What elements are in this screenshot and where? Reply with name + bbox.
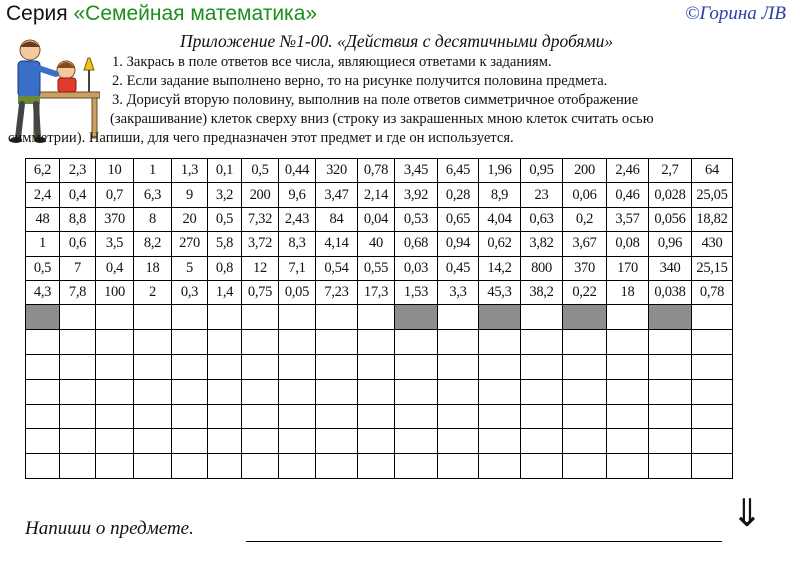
answer-cell[interactable]: 14,2 (479, 256, 521, 280)
empty-cell[interactable] (479, 379, 521, 404)
answer-cell[interactable]: 2,7 (649, 159, 692, 183)
answer-cell[interactable]: 9 (172, 183, 208, 207)
answer-cell[interactable]: 0,03 (395, 256, 438, 280)
empty-cell[interactable] (96, 330, 134, 355)
answer-cell[interactable]: 7,8 (60, 280, 96, 304)
double-down-arrow-icon: ⇓ (731, 491, 763, 535)
empty-cell[interactable] (316, 429, 358, 454)
empty-cell[interactable] (26, 379, 60, 404)
empty-cell[interactable] (563, 454, 607, 479)
empty-cell[interactable] (607, 429, 649, 454)
empty-cell[interactable] (26, 330, 60, 355)
empty-cell[interactable] (96, 379, 134, 404)
answer-cell[interactable]: 1,4 (208, 280, 242, 304)
empty-cell[interactable] (479, 404, 521, 429)
empty-cell[interactable] (172, 454, 208, 479)
empty-cell[interactable] (134, 404, 172, 429)
answer-cell[interactable]: 430 (692, 232, 733, 256)
empty-cell[interactable] (316, 454, 358, 479)
empty-cell[interactable] (134, 330, 172, 355)
answer-cell[interactable]: 370 (563, 256, 607, 280)
empty-cell[interactable] (279, 454, 316, 479)
empty-cell[interactable] (395, 404, 438, 429)
empty-cell[interactable] (521, 354, 563, 379)
empty-cell[interactable] (563, 404, 607, 429)
empty-cell[interactable] (692, 454, 733, 479)
empty-cell[interactable] (479, 354, 521, 379)
empty-cell[interactable] (134, 305, 172, 330)
empty-cell[interactable] (279, 379, 316, 404)
answer-cell[interactable]: 2,46 (607, 159, 649, 183)
answer-cell[interactable]: 4,14 (316, 232, 358, 256)
answer-cell[interactable]: 7 (60, 256, 96, 280)
empty-cell[interactable] (358, 354, 395, 379)
empty-cell[interactable] (60, 429, 96, 454)
answer-cell[interactable]: 0,08 (607, 232, 649, 256)
empty-cell[interactable] (96, 404, 134, 429)
empty-cell[interactable] (242, 354, 279, 379)
empty-cell[interactable] (438, 379, 479, 404)
answer-cell[interactable]: 7,32 (242, 207, 279, 231)
answer-cell[interactable]: 2,3 (60, 159, 96, 183)
empty-cell[interactable] (242, 404, 279, 429)
answer-cell[interactable]: 4,3 (26, 280, 60, 304)
empty-cell[interactable] (395, 330, 438, 355)
answer-cell[interactable]: 0,04 (358, 207, 395, 231)
empty-cell[interactable] (692, 330, 733, 355)
empty-grid-row (26, 429, 733, 454)
empty-cell[interactable] (172, 354, 208, 379)
empty-cell[interactable] (479, 429, 521, 454)
empty-cell[interactable] (172, 379, 208, 404)
empty-cell[interactable] (563, 330, 607, 355)
answer-cell[interactable]: 2,43 (279, 207, 316, 231)
empty-cell[interactable] (242, 454, 279, 479)
write-about-item-prompt: Напиши о предмете. (25, 518, 194, 539)
answer-cell[interactable]: 0,95 (521, 159, 563, 183)
empty-cell[interactable] (26, 429, 60, 454)
grid-row (26, 232, 733, 256)
empty-cell[interactable] (279, 404, 316, 429)
empty-cell[interactable] (208, 379, 242, 404)
instruction-3-cont-2: симметрии). Напиши, для чего предназначен этот предмет и где он используется. (8, 130, 514, 146)
empty-cell[interactable] (438, 404, 479, 429)
empty-cell[interactable] (521, 404, 563, 429)
empty-cell[interactable] (26, 354, 60, 379)
empty-cell[interactable] (692, 354, 733, 379)
answer-cell[interactable]: 0,44 (279, 159, 316, 183)
answer-cell[interactable]: 8 (134, 207, 172, 231)
empty-cell[interactable] (279, 305, 316, 330)
answer-cell[interactable]: 0,7 (96, 183, 134, 207)
empty-cell[interactable] (563, 429, 607, 454)
empty-cell[interactable] (134, 454, 172, 479)
answer-cell[interactable]: 0,54 (316, 256, 358, 280)
empty-cell[interactable] (395, 354, 438, 379)
empty-cell[interactable] (521, 454, 563, 479)
grid-row (26, 207, 733, 231)
empty-cell[interactable] (358, 454, 395, 479)
author: ©Горина ЛВ (685, 3, 786, 24)
answer-cell[interactable]: 320 (316, 159, 358, 183)
empty-cell[interactable] (208, 454, 242, 479)
empty-cell[interactable] (521, 330, 563, 355)
symmetry-axis-row (26, 305, 733, 330)
empty-cell[interactable] (60, 354, 96, 379)
empty-cell[interactable] (563, 354, 607, 379)
empty-cell[interactable] (607, 354, 649, 379)
empty-cell[interactable] (479, 330, 521, 355)
empty-cell[interactable] (279, 354, 316, 379)
instruction-2: 2. Если задание выполнено верно, то на рисунке получится половина предмета. (112, 73, 608, 89)
empty-cell[interactable] (358, 379, 395, 404)
instruction-3: 3. Дорисуй вторую половину, выполнив на поле ответов симметричное отображение (112, 92, 639, 108)
answer-cell[interactable]: 0,55 (358, 256, 395, 280)
empty-cell[interactable] (521, 305, 563, 330)
answer-cell[interactable]: 0,78 (358, 159, 395, 183)
answer-cell[interactable]: 4,04 (479, 207, 521, 231)
empty-cell[interactable] (96, 454, 134, 479)
answer-cell[interactable]: 2,14 (358, 183, 395, 207)
answer-cell[interactable]: 0,4 (96, 256, 134, 280)
answer-cell[interactable]: 0,45 (438, 256, 479, 280)
answer-cell[interactable]: 0,78 (692, 280, 733, 304)
empty-cell[interactable] (96, 354, 134, 379)
empty-cell[interactable] (172, 305, 208, 330)
empty-cell[interactable] (521, 429, 563, 454)
empty-cell[interactable] (279, 330, 316, 355)
answer-cell[interactable]: 18 (134, 256, 172, 280)
answer-cell[interactable]: 8,8 (60, 207, 96, 231)
grid-row (26, 256, 733, 280)
answer-cell[interactable]: 6,3 (134, 183, 172, 207)
answer-cell[interactable]: 1 (26, 232, 60, 256)
empty-cell[interactable] (438, 330, 479, 355)
shaded-cell[interactable] (395, 305, 438, 330)
answer-cell[interactable]: 0,056 (649, 207, 692, 231)
empty-cell[interactable] (563, 379, 607, 404)
empty-cell[interactable] (649, 354, 692, 379)
answer-cell[interactable]: 6,2 (26, 159, 60, 183)
grid-row (26, 280, 733, 304)
empty-cell[interactable] (358, 429, 395, 454)
answer-cell[interactable]: 0,5 (26, 256, 60, 280)
empty-cell[interactable] (279, 429, 316, 454)
empty-cell[interactable] (692, 305, 733, 330)
answer-cell[interactable]: 3,47 (316, 183, 358, 207)
empty-cell[interactable] (358, 305, 395, 330)
empty-cell[interactable] (607, 305, 649, 330)
empty-cell[interactable] (60, 330, 96, 355)
empty-cell[interactable] (521, 379, 563, 404)
empty-cell[interactable] (60, 305, 96, 330)
answer-cell[interactable]: 0,2 (563, 207, 607, 231)
shaded-cell[interactable] (649, 305, 692, 330)
answer-cell[interactable]: 0,3 (172, 280, 208, 304)
empty-cell[interactable] (438, 305, 479, 330)
empty-cell[interactable] (649, 404, 692, 429)
answer-cell[interactable]: 3,5 (96, 232, 134, 256)
empty-cell[interactable] (395, 454, 438, 479)
empty-cell[interactable] (438, 354, 479, 379)
answer-cell[interactable]: 0,8 (208, 256, 242, 280)
answer-cell[interactable]: 170 (607, 256, 649, 280)
empty-cell[interactable] (438, 454, 479, 479)
answer-cell[interactable]: 10 (96, 159, 134, 183)
empty-cell[interactable] (607, 330, 649, 355)
empty-cell[interactable] (358, 330, 395, 355)
empty-cell[interactable] (134, 379, 172, 404)
empty-cell[interactable] (395, 379, 438, 404)
empty-cell[interactable] (692, 429, 733, 454)
answer-cell[interactable]: 84 (316, 207, 358, 231)
empty-cell[interactable] (607, 379, 649, 404)
answer-cell[interactable]: 17,3 (358, 280, 395, 304)
empty-cell[interactable] (438, 429, 479, 454)
empty-cell[interactable] (692, 404, 733, 429)
answer-cell[interactable]: 64 (692, 159, 733, 183)
answer-cell[interactable]: 0,75 (242, 280, 279, 304)
answer-cell[interactable]: 370 (96, 207, 134, 231)
answer-cell[interactable]: 3,3 (438, 280, 479, 304)
empty-cell[interactable] (316, 305, 358, 330)
answer-cell[interactable]: 45,3 (479, 280, 521, 304)
empty-cell[interactable] (607, 404, 649, 429)
empty-cell[interactable] (96, 305, 134, 330)
answer-grid (25, 158, 733, 479)
empty-cell[interactable] (649, 454, 692, 479)
worksheet-subtitle: Приложение №1-00. «Действия с десятичными дробями» (180, 31, 614, 51)
empty-cell[interactable] (26, 454, 60, 479)
answer-cell[interactable]: 3,67 (563, 232, 607, 256)
answer-cell[interactable]: 12 (242, 256, 279, 280)
series-title (6, 2, 317, 26)
answer-cell[interactable]: 2,4 (26, 183, 60, 207)
answer-cell[interactable]: 1,3 (172, 159, 208, 183)
answer-cell[interactable]: 40 (358, 232, 395, 256)
answer-cell[interactable]: 270 (172, 232, 208, 256)
answer-cell[interactable]: 0,53 (395, 207, 438, 231)
empty-cell[interactable] (242, 305, 279, 330)
shaded-cell[interactable] (563, 305, 607, 330)
empty-grid-row (26, 404, 733, 429)
answer-cell[interactable]: 9,6 (279, 183, 316, 207)
grid-row (26, 159, 733, 183)
empty-cell[interactable] (316, 379, 358, 404)
empty-cell[interactable] (208, 354, 242, 379)
empty-cell[interactable] (692, 379, 733, 404)
series-label: Серия (6, 2, 68, 25)
answer-cell[interactable]: 0,5 (242, 159, 279, 183)
answer-write-line[interactable] (246, 541, 722, 542)
answer-cell[interactable]: 48 (26, 207, 60, 231)
answer-cell[interactable]: 0,6 (60, 232, 96, 256)
answer-cell[interactable]: 0,28 (438, 183, 479, 207)
empty-cell[interactable] (358, 404, 395, 429)
answer-cell[interactable]: 340 (649, 256, 692, 280)
answer-cell[interactable]: 0,06 (563, 183, 607, 207)
answer-cell[interactable]: 800 (521, 256, 563, 280)
empty-grid-row (26, 354, 733, 379)
answer-cell[interactable]: 23 (521, 183, 563, 207)
answer-cell[interactable]: 0,038 (649, 280, 692, 304)
empty-cell[interactable] (208, 330, 242, 355)
answer-cell[interactable]: 0,1 (208, 159, 242, 183)
empty-cell[interactable] (134, 354, 172, 379)
empty-cell[interactable] (607, 454, 649, 479)
answer-cell[interactable]: 0,62 (479, 232, 521, 256)
answer-cell[interactable]: 3,82 (521, 232, 563, 256)
empty-cell[interactable] (649, 330, 692, 355)
answer-cell[interactable]: 0,96 (649, 232, 692, 256)
answer-cell[interactable]: 2 (134, 280, 172, 304)
empty-grid-row (26, 379, 733, 404)
empty-cell[interactable] (242, 429, 279, 454)
empty-cell[interactable] (60, 454, 96, 479)
answer-cell[interactable]: 0,46 (607, 183, 649, 207)
instruction-3-cont-1: (закрашивание) клеток сверху вниз (строку из закрашенных мною клеток считать осью (110, 111, 654, 127)
empty-cell[interactable] (172, 404, 208, 429)
answer-cell[interactable]: 7,1 (279, 256, 316, 280)
answer-cell[interactable]: 1,53 (395, 280, 438, 304)
answer-cell[interactable]: 0,05 (279, 280, 316, 304)
empty-cell[interactable] (96, 429, 134, 454)
empty-cell[interactable] (242, 379, 279, 404)
answer-cell[interactable]: 7,23 (316, 280, 358, 304)
answer-cell[interactable]: 0,5 (208, 207, 242, 231)
empty-cell[interactable] (208, 305, 242, 330)
empty-grid-row (26, 454, 733, 479)
empty-cell[interactable] (479, 454, 521, 479)
empty-cell[interactable] (316, 404, 358, 429)
series-name: «Семейная математика» (73, 2, 318, 25)
answer-cell[interactable]: 200 (563, 159, 607, 183)
answer-cell[interactable]: 6,45 (438, 159, 479, 183)
empty-cell[interactable] (649, 379, 692, 404)
empty-cell[interactable] (172, 330, 208, 355)
answer-cell[interactable]: 3,45 (395, 159, 438, 183)
answer-cell[interactable]: 25,15 (692, 256, 733, 280)
answer-cell[interactable]: 18,82 (692, 207, 733, 231)
answer-cell[interactable]: 0,4 (60, 183, 96, 207)
answer-cell[interactable]: 0,65 (438, 207, 479, 231)
answer-cell[interactable]: 8,2 (134, 232, 172, 256)
answer-cell[interactable]: 3,72 (242, 232, 279, 256)
shaded-cell[interactable] (26, 305, 60, 330)
answer-cell[interactable]: 200 (242, 183, 279, 207)
answer-cell[interactable]: 0,94 (438, 232, 479, 256)
empty-cell[interactable] (172, 429, 208, 454)
empty-cell[interactable] (316, 330, 358, 355)
answer-cell[interactable]: 0,68 (395, 232, 438, 256)
answer-cell[interactable]: 25,05 (692, 183, 733, 207)
empty-cell[interactable] (649, 429, 692, 454)
answer-cell[interactable]: 0,028 (649, 183, 692, 207)
answer-cell[interactable]: 1 (134, 159, 172, 183)
instructions (8, 53, 792, 148)
answer-cell[interactable]: 3,57 (607, 207, 649, 231)
empty-cell[interactable] (395, 429, 438, 454)
empty-cell[interactable] (208, 404, 242, 429)
empty-cell[interactable] (134, 429, 172, 454)
answer-cell[interactable]: 18 (607, 280, 649, 304)
answer-cell[interactable]: 38,2 (521, 280, 563, 304)
instruction-1: 1. Закрась в поле ответов все числа, являющиеся ответами к заданиям. (112, 54, 552, 70)
grid-row (26, 183, 733, 207)
answer-cell[interactable]: 8,3 (279, 232, 316, 256)
empty-cell[interactable] (60, 404, 96, 429)
answer-cell[interactable]: 3,92 (395, 183, 438, 207)
shaded-cell[interactable] (479, 305, 521, 330)
answer-cell[interactable]: 0,22 (563, 280, 607, 304)
answer-cell[interactable]: 20 (172, 207, 208, 231)
empty-cell[interactable] (208, 429, 242, 454)
answer-cell[interactable]: 3,2 (208, 183, 242, 207)
answer-cell[interactable]: 8,9 (479, 183, 521, 207)
answer-cell[interactable]: 5 (172, 256, 208, 280)
empty-grid-row (26, 330, 733, 355)
answer-cell[interactable]: 5,8 (208, 232, 242, 256)
empty-cell[interactable] (242, 330, 279, 355)
empty-cell[interactable] (316, 354, 358, 379)
answer-cell[interactable]: 1,96 (479, 159, 521, 183)
answer-cell[interactable]: 0,63 (521, 207, 563, 231)
answer-cell[interactable]: 100 (96, 280, 134, 304)
empty-cell[interactable] (60, 379, 96, 404)
empty-cell[interactable] (26, 404, 60, 429)
